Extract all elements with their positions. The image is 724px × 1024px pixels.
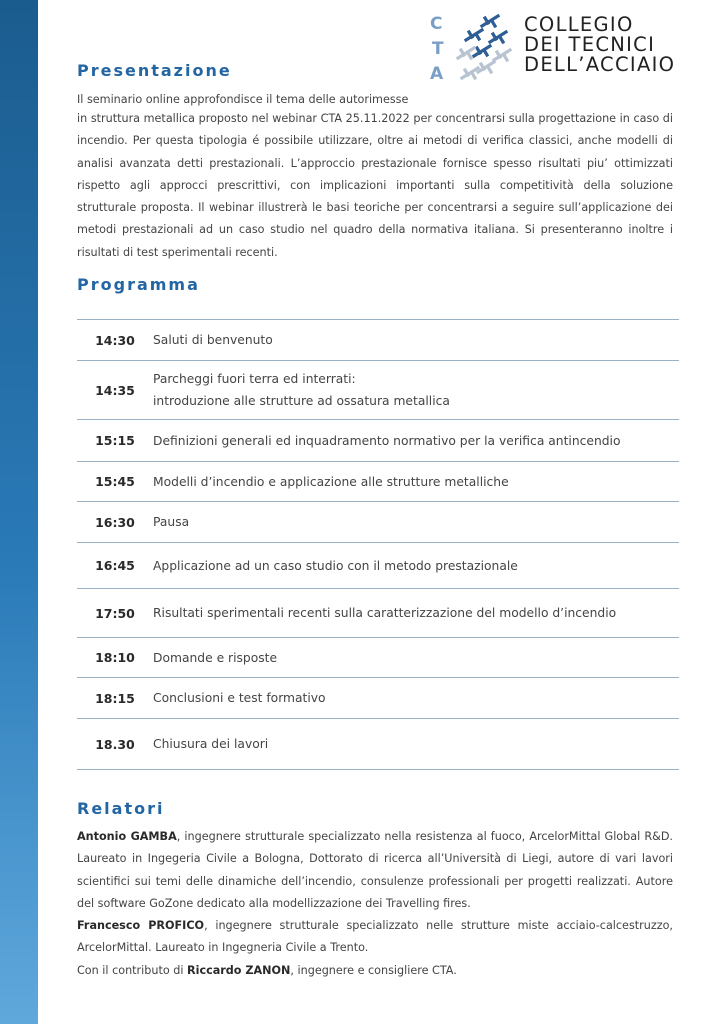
steel-beams-icon xyxy=(452,12,516,84)
schedule-row xyxy=(77,589,679,638)
schedule-label: Risultati sperimentali recenti sulla caratterizzazione del modello d’incendio xyxy=(153,606,617,620)
schedule-row xyxy=(77,462,679,502)
speaker-name: Francesco PROFICO xyxy=(77,919,205,933)
schedule-time: 14:35 xyxy=(95,382,135,398)
schedule-label-line-2: introduzione alle strutture ad ossatura metallica xyxy=(153,394,450,408)
schedule-row xyxy=(77,320,679,361)
presentazione-body: in struttura metallica proposto nel webinar CTA 25.11.2022 per concentrarsi sulla progettazione in caso di incendio. Per questa tipologia é possibile utilizzare, oltre ai metodi di verifica classici, anche modelli di analisi avanzata detti prestazionali. L’approccio prestazionale fornisce spesso risultati piu’ ottimizzati rispetto agli approcci prescrittivi, con implicazioni importanti sulla competitività della soluzione strutturale proposta. Il webinar illustrerà le basi teoriche per concentrarsi a seguire sull’applicazione dei metodi prestazionali ad un caso studio nel quadro della normativa italiana. Si presenteranno inoltre i risultati di test sperimentali recenti. xyxy=(77,112,673,259)
schedule-label: Applicazione ad un caso studio con il metodo prestazionale xyxy=(153,558,518,573)
schedule-time: 18:10 xyxy=(95,650,135,665)
logo-line-3: DELL’ACCIAIO xyxy=(524,53,676,76)
schedule-row xyxy=(77,719,679,770)
logo-letter-c: C xyxy=(430,14,443,34)
logo-letter-t: T xyxy=(432,39,444,59)
schedule-row xyxy=(77,678,679,719)
schedule-time: 18.30 xyxy=(95,736,135,752)
schedule-label: Saluti di benvenuto xyxy=(153,333,273,347)
schedule-time: 14:30 xyxy=(95,332,135,348)
logo-letter-a: A xyxy=(430,64,444,84)
logo-line-2: DEI TECNICI xyxy=(524,33,656,56)
speakers-section xyxy=(77,826,673,982)
schedule-time: 15:45 xyxy=(95,474,135,489)
schedule-label: Chiusura dei lavori xyxy=(153,737,269,751)
schedule-time: 17:50 xyxy=(95,605,135,621)
contributor-prefix: Con il contributo di xyxy=(77,963,188,977)
speaker-bio: , ingegnere strutturale specializzato nelle strutture miste acciaio-calcestruzzo, ArcelorMittal. Laureato in Ingegneria Civile a Trento. xyxy=(77,919,673,955)
schedule-time: 15:15 xyxy=(95,433,135,448)
speaker-gamba xyxy=(77,826,673,915)
contributor-line xyxy=(77,960,673,982)
schedule-label: Domande e risposte xyxy=(153,650,278,665)
schedule-time: 18:15 xyxy=(95,690,135,706)
contributor-name: Riccardo ZANON xyxy=(187,963,291,977)
relatori-title: Relatori xyxy=(77,799,165,818)
programma-title: Programma xyxy=(77,275,200,294)
program-schedule xyxy=(77,319,679,770)
schedule-row xyxy=(77,361,679,420)
schedule-row xyxy=(77,502,679,543)
side-color-bar xyxy=(0,0,38,1024)
contributor-suffix: , ingegnere e consigliere CTA. xyxy=(290,963,457,977)
schedule-label: Conclusioni e test formativo xyxy=(153,691,326,705)
schedule-label xyxy=(153,368,450,412)
cta-logo xyxy=(428,12,708,88)
schedule-label: Pausa xyxy=(153,515,190,529)
presentazione-first-line: Il seminario online approfondisce il tema delle autorimesse xyxy=(77,93,409,106)
logo-wordmark xyxy=(524,15,704,75)
speaker-profico xyxy=(77,915,673,960)
schedule-time: 16:30 xyxy=(95,514,135,530)
speaker-name: Antonio GAMBA xyxy=(77,830,177,843)
logo-line-1: COLLEGIO xyxy=(524,13,634,36)
schedule-row xyxy=(77,638,679,678)
schedule-label-line-1: Parcheggi fuori terra ed interrati: xyxy=(153,372,356,386)
schedule-row xyxy=(77,420,679,462)
speaker-bio: , ingegnere strutturale specializzato nella resistenza al fuoco, ArcelorMittal Global R&D. Laureato in Ingegeria Civile a Bologna, Dottorato di ricerca all’Università di Liegi, autore di vari lavori scientifici sui temi delle dinamiche dell’incendio, consulenze professionali per progetti realizzati. Autore del software GoZone dedicato alla modellizzazione dei Travelling fires. xyxy=(77,830,673,910)
presentazione-title: Presentazione xyxy=(77,61,232,80)
schedule-label: Modelli d’incendio e applicazione alle strutture metalliche xyxy=(153,474,509,489)
schedule-row xyxy=(77,543,679,589)
schedule-label: Definizioni generali ed inquadramento normativo per la verifica antincendio xyxy=(153,433,621,448)
schedule-time: 16:45 xyxy=(95,558,135,573)
